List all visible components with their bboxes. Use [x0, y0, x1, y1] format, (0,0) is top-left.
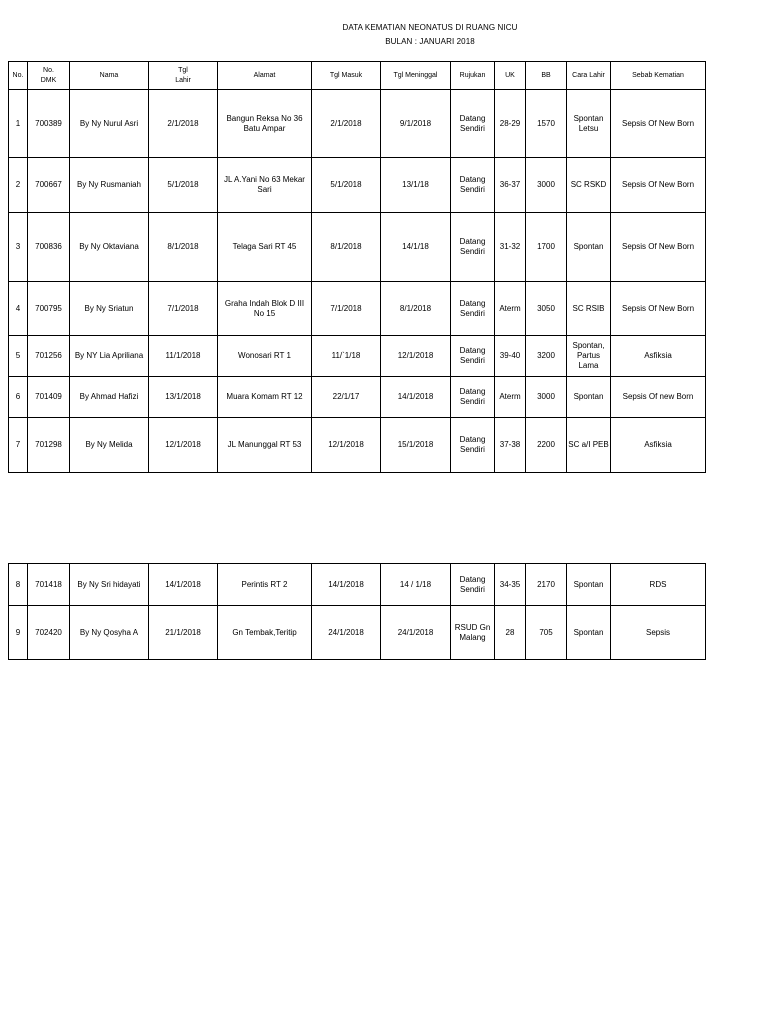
cell-dmk: 701418 — [28, 564, 70, 606]
cell-sebab: Sepsis Of New Born — [611, 90, 706, 158]
cell-tgl-masuk: 24/1/2018 — [312, 606, 381, 660]
header-nama: Nama — [70, 62, 149, 90]
cell-tgl-masuk: 11/`1/18 — [312, 336, 381, 377]
cell-tgl-lahir: 21/1/2018 — [149, 606, 218, 660]
cell-alamat: JL Manunggal RT 53 — [218, 418, 312, 473]
header-bb: BB — [526, 62, 567, 90]
cell-alamat: JL A.Yani No 63 Mekar Sari — [218, 158, 312, 213]
cell-nama: By Ny Oktaviana — [70, 213, 149, 282]
cell-tgl-meninggal: 14/1/2018 — [381, 377, 451, 418]
cell-sebab: RDS — [611, 564, 706, 606]
cell-cara-lahir: SC RSKD — [567, 158, 611, 213]
cell-uk: 36-37 — [495, 158, 526, 213]
cell-rujukan: Datang Sendiri — [451, 158, 495, 213]
cell-bb: 3050 — [526, 282, 567, 336]
header-rujukan: Rujukan — [451, 62, 495, 90]
cell-uk: 28-29 — [495, 90, 526, 158]
cell-uk: Aterm — [495, 282, 526, 336]
header-cara-lahir: Cara Lahir — [567, 62, 611, 90]
cell-uk: 28 — [495, 606, 526, 660]
cell-nama: By Ny Nurul Asri — [70, 90, 149, 158]
cell-tgl-masuk: 7/1/2018 — [312, 282, 381, 336]
cell-dmk: 700795 — [28, 282, 70, 336]
cell-no: 4 — [9, 282, 28, 336]
cell-tgl-meninggal: 15/1/2018 — [381, 418, 451, 473]
header-dmk-line2: DMK — [40, 76, 57, 84]
header-dmk-line1: No. — [43, 66, 54, 74]
cell-rujukan: Datang Sendiri — [451, 213, 495, 282]
cell-tgl-meninggal: 24/1/2018 — [381, 606, 451, 660]
cell-uk: 31-32 — [495, 213, 526, 282]
cell-alamat: Gn Tembak,Teritip — [218, 606, 312, 660]
cell-no: 1 — [9, 90, 28, 158]
cell-bb: 3000 — [526, 377, 567, 418]
cell-rujukan: Datang Sendiri — [451, 282, 495, 336]
cell-tgl-lahir: 12/1/2018 — [149, 418, 218, 473]
cell-cara-lahir: Spontan, Partus Lama — [567, 336, 611, 377]
cell-sebab: Asfiksia — [611, 418, 706, 473]
cell-uk: 34-35 — [495, 564, 526, 606]
cell-tgl-meninggal: 14 / 1/18 — [381, 564, 451, 606]
cell-nama: By Ny Sri hidayati — [70, 564, 149, 606]
table-row — [9, 564, 706, 606]
cell-uk: 37-38 — [495, 418, 526, 473]
cell-rujukan: Datang Sendiri — [451, 90, 495, 158]
cell-no: 2 — [9, 158, 28, 213]
table-row — [9, 377, 706, 418]
cell-sebab: Sepsis Of New Born — [611, 282, 706, 336]
cell-sebab: Sepsis — [611, 606, 706, 660]
neonatal-death-table-continued — [8, 563, 706, 660]
table-row — [9, 213, 706, 282]
cell-tgl-lahir: 11/1/2018 — [149, 336, 218, 377]
cell-alamat: Muara Komam RT 12 — [218, 377, 312, 418]
cell-no: 7 — [9, 418, 28, 473]
cell-cara-lahir: SC a/I PEB — [567, 418, 611, 473]
cell-dmk: 701298 — [28, 418, 70, 473]
cell-rujukan: Datang Sendiri — [451, 336, 495, 377]
cell-bb: 3200 — [526, 336, 567, 377]
cell-tgl-meninggal: 8/1/2018 — [381, 282, 451, 336]
cell-cara-lahir: SC RSIB — [567, 282, 611, 336]
table-row — [9, 282, 706, 336]
header-alamat: Alamat — [218, 62, 312, 90]
cell-no: 8 — [9, 564, 28, 606]
cell-cara-lahir: Spontan Letsu — [567, 90, 611, 158]
cell-rujukan: Datang Sendiri — [451, 564, 495, 606]
cell-tgl-meninggal: 9/1/2018 — [381, 90, 451, 158]
cell-alamat: Perintis RT 2 — [218, 564, 312, 606]
header-tgl-masuk: Tgl Masuk — [312, 62, 381, 90]
cell-tgl-masuk: 2/1/2018 — [312, 90, 381, 158]
cell-dmk: 700836 — [28, 213, 70, 282]
table-header-row — [9, 62, 706, 90]
cell-dmk: 701256 — [28, 336, 70, 377]
cell-sebab: Sepsis Of new Born — [611, 377, 706, 418]
cell-tgl-masuk: 14/1/2018 — [312, 564, 381, 606]
cell-bb: 2170 — [526, 564, 567, 606]
cell-tgl-masuk: 8/1/2018 — [312, 213, 381, 282]
cell-tgl-lahir: 5/1/2018 — [149, 158, 218, 213]
header-no: No. — [9, 62, 28, 90]
table-row — [9, 90, 706, 158]
header-tgl-lahir — [149, 62, 218, 90]
cell-tgl-masuk: 5/1/2018 — [312, 158, 381, 213]
cell-dmk: 700389 — [28, 90, 70, 158]
header-tgl-lahir-line1: Tgl — [178, 66, 188, 74]
neonatal-death-table — [8, 61, 706, 473]
cell-tgl-meninggal: 14/1/18 — [381, 213, 451, 282]
cell-dmk: 701409 — [28, 377, 70, 418]
cell-no: 9 — [9, 606, 28, 660]
cell-sebab: Sepsis Of New Born — [611, 158, 706, 213]
cell-rujukan: RSUD Gn Malang — [451, 606, 495, 660]
page-subtitle: BULAN : JANUARI 2018 — [385, 37, 475, 46]
cell-cara-lahir: Spontan — [567, 213, 611, 282]
cell-tgl-masuk: 12/1/2018 — [312, 418, 381, 473]
header-uk: UK — [495, 62, 526, 90]
cell-bb: 2200 — [526, 418, 567, 473]
table-row — [9, 606, 706, 660]
cell-nama: By Ny Melida — [70, 418, 149, 473]
cell-nama: By Ny Rusmaniah — [70, 158, 149, 213]
cell-tgl-lahir: 7/1/2018 — [149, 282, 218, 336]
cell-cara-lahir: Spontan — [567, 564, 611, 606]
cell-dmk: 700667 — [28, 158, 70, 213]
cell-nama: By Ahmad Hafizi — [70, 377, 149, 418]
cell-bb: 705 — [526, 606, 567, 660]
cell-tgl-masuk: 22/1/17 — [312, 377, 381, 418]
cell-tgl-lahir: 14/1/2018 — [149, 564, 218, 606]
cell-tgl-lahir: 8/1/2018 — [149, 213, 218, 282]
cell-nama: By Ny Qosyha A — [70, 606, 149, 660]
cell-sebab: Asfiksia — [611, 336, 706, 377]
cell-alamat: Bangun Reksa No 36 Batu Ampar — [218, 90, 312, 158]
cell-no: 3 — [9, 213, 28, 282]
cell-cara-lahir: Spontan — [567, 377, 611, 418]
cell-sebab: Sepsis Of New Born — [611, 213, 706, 282]
cell-no: 6 — [9, 377, 28, 418]
cell-alamat: Telaga Sari RT 45 — [218, 213, 312, 282]
table-row — [9, 336, 706, 377]
cell-cara-lahir: Spontan — [567, 606, 611, 660]
cell-dmk: 702420 — [28, 606, 70, 660]
cell-nama: By NY Lia Apriliana — [70, 336, 149, 377]
cell-tgl-lahir: 2/1/2018 — [149, 90, 218, 158]
cell-no: 5 — [9, 336, 28, 377]
header-dmk — [28, 62, 70, 90]
table-row — [9, 418, 706, 473]
cell-alamat: Wonosari RT 1 — [218, 336, 312, 377]
cell-rujukan: Datang Sendiri — [451, 377, 495, 418]
header-tgl-meninggal: Tgl Meninggal — [381, 62, 451, 90]
header-tgl-lahir-line2: Lahir — [175, 76, 191, 84]
cell-alamat: Graha Indah Blok D III No 15 — [218, 282, 312, 336]
cell-tgl-meninggal: 13/1/18 — [381, 158, 451, 213]
cell-bb: 1570 — [526, 90, 567, 158]
header-sebab-kematian: Sebab Kematian — [611, 62, 706, 90]
cell-uk: Aterm — [495, 377, 526, 418]
cell-bb: 3000 — [526, 158, 567, 213]
cell-rujukan: Datang Sendiri — [451, 418, 495, 473]
cell-uk: 39-40 — [495, 336, 526, 377]
table-row — [9, 158, 706, 213]
cell-nama: By Ny Sriatun — [70, 282, 149, 336]
cell-tgl-meninggal: 12/1/2018 — [381, 336, 451, 377]
cell-bb: 1700 — [526, 213, 567, 282]
cell-tgl-lahir: 13/1/2018 — [149, 377, 218, 418]
page-title: DATA KEMATIAN NEONATUS DI RUANG NICU — [342, 23, 518, 32]
